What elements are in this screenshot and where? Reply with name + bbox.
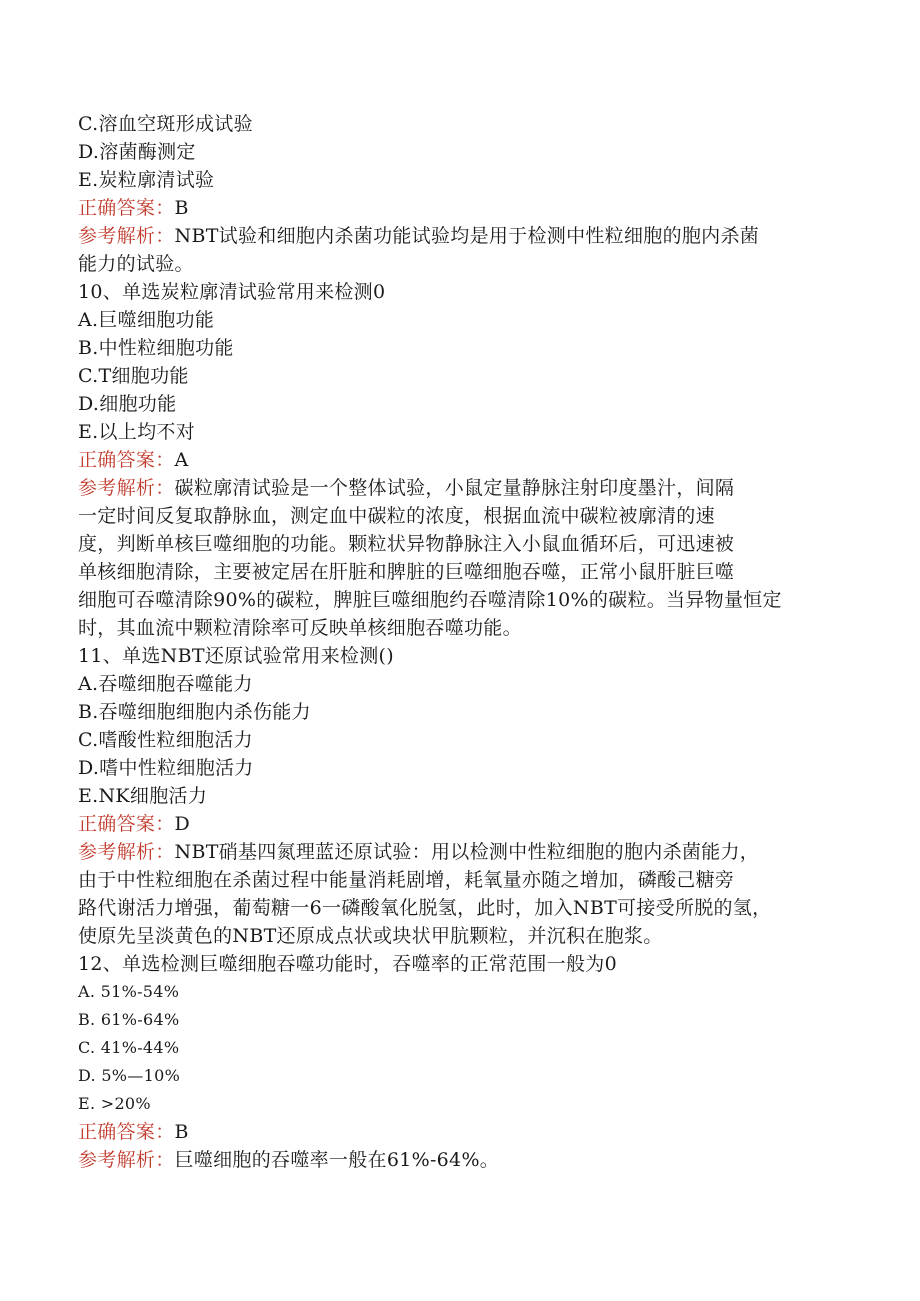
analysis-row <box>78 838 838 866</box>
option-b: B.中性粒细胞功能 <box>78 337 234 359</box>
analysis-text-cont: 由于中性粒细胞在杀菌过程中能量消耗剧增，耗氧量亦随之增加，磷酸己糖旁 <box>78 869 735 891</box>
analysis-text-cont: 细胞可吞噬清除90%的碳粒，脾脏巨噬细胞约吞噬清除10%的碳粒。当异物量恒定 <box>78 589 782 611</box>
question-12 <box>78 950 838 1174</box>
option-d: D. 5%—10% <box>78 1066 181 1085</box>
question-stem: 11、单选NBT还原试验常用来检测() <box>78 645 394 667</box>
analysis-text: NBT硝基四氮理蓝还原试验：用以检测中性粒细胞的胞内杀菌能力， <box>174 841 760 863</box>
option-d: D.细胞功能 <box>78 393 177 415</box>
question-11 <box>78 642 838 950</box>
analysis-text: 巨噬细胞的吞噬率一般在61%-64%。 <box>174 1149 500 1171</box>
analysis-text-cont: 时，其血流中颗粒清除率可反映单核细胞吞噬功能。 <box>78 617 522 639</box>
answer-label: 正确答案： <box>78 449 175 471</box>
answer-value: A <box>174 449 189 471</box>
analysis-label: 参考解析： <box>78 841 175 863</box>
analysis-text-cont: 能力的试验。 <box>78 253 194 275</box>
answer-label: 正确答案： <box>78 197 175 219</box>
option-b: B. 61%-64% <box>78 1010 180 1029</box>
answer-row <box>78 810 838 838</box>
question-stem: 10、单选炭粒廓清试验常用来检测0 <box>78 281 386 303</box>
answer-value: B <box>174 197 189 219</box>
option-b: B.吞噬细胞细胞内杀伤能力 <box>78 701 311 723</box>
option-e: E.以上均不对 <box>78 421 196 443</box>
answer-label: 正确答案： <box>78 813 175 835</box>
option-a: A. 51%-54% <box>78 982 180 1001</box>
analysis-row <box>78 222 838 250</box>
option-c: C.溶血空斑形成试验 <box>78 113 253 135</box>
answer-label: 正确答案： <box>78 1121 175 1143</box>
answer-row <box>78 194 838 222</box>
analysis-text-cont: 度，判断单核巨噬细胞的功能。颗粒状异物静脉注入小鼠血循环后，可迅速被 <box>78 533 735 555</box>
answer-row <box>78 446 838 474</box>
option-d: D.溶菌酶测定 <box>78 141 196 163</box>
question-stem: 12、单选检测巨噬细胞吞噬功能时，吞噬率的正常范围一般为0 <box>78 953 617 975</box>
question-10 <box>78 278 838 642</box>
analysis-text-cont: 一定时间反复取静脉血，测定血中碳粒的浓度，根据血流中碳粒被廓清的速 <box>78 505 715 527</box>
prev-question-block <box>78 110 838 278</box>
option-c: C. 41%-44% <box>78 1038 180 1057</box>
analysis-row <box>78 1146 838 1174</box>
analysis-text: NBT试验和细胞内杀菌功能试验均是用于检测中性粒细胞的胞内杀菌 <box>174 225 760 247</box>
option-e: E.NK细胞活力 <box>78 785 208 807</box>
answer-value: D <box>174 813 191 835</box>
analysis-label: 参考解析： <box>78 225 175 247</box>
analysis-text: 碳粒廓清试验是一个整体试验，小鼠定量静脉注射印度墨汁，间隔 <box>174 477 735 499</box>
option-a: A.吞噬细胞吞噬能力 <box>78 673 253 695</box>
analysis-text-cont: 使原先呈淡黄色的NBT还原成点状或块状甲肮颗粒，并沉积在胞浆。 <box>78 925 663 947</box>
analysis-label: 参考解析： <box>78 477 175 499</box>
option-d: D.嗜中性粒细胞活力 <box>78 757 254 779</box>
option-c: C.T细胞功能 <box>78 365 189 387</box>
document-page <box>78 110 838 1174</box>
option-e: E. >20% <box>78 1094 151 1113</box>
option-a: A.巨噬细胞功能 <box>78 309 215 331</box>
analysis-label: 参考解析： <box>78 1149 175 1171</box>
option-c: C.嗜酸性粒细胞活力 <box>78 729 253 751</box>
answer-value: B <box>174 1121 189 1143</box>
analysis-row <box>78 474 838 502</box>
analysis-text-cont: 单核细胞清除，主要被定居在肝脏和脾脏的巨噬细胞吞噬，正常小鼠肝脏巨噬 <box>78 561 735 583</box>
option-e: E.炭粒廓清试验 <box>78 169 215 191</box>
answer-row <box>78 1118 838 1146</box>
analysis-text-cont: 路代谢活力增强，葡萄糖一6一磷酸氧化脱氢，此时，加入NBT可接受所脱的氢， <box>78 897 772 919</box>
